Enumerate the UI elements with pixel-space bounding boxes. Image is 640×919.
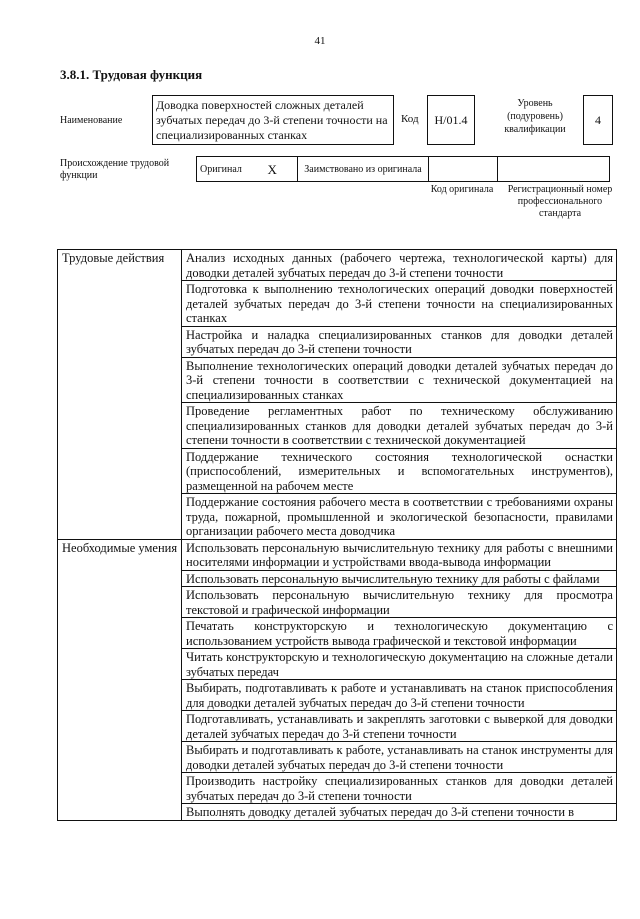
level-label: Уровень (подуровень) квалификации: [504, 98, 566, 135]
function-name-box: [152, 95, 394, 145]
table-cell: Подготовка к выполнению технологических операций доводки поверхностей деталей зубчатых передач до 3-й степени точности на специализированных станках: [182, 281, 617, 327]
code-label: Код: [401, 113, 419, 125]
table-cell: Проведение регламентных работ по техническому обслуживанию специализированных станков для доводки деталей зубчатых передач до 3-й степени точности в соответствии с технической документацией: [182, 403, 617, 449]
table-cell: Использовать персональную вычислительную технику для работы с файлами: [182, 570, 617, 587]
code-box: [427, 95, 475, 145]
table-cell: Подготавливать, устанавливать и закреплять заготовки с выверкой для доводки деталей зубчатых передач до 3-й степени точности: [182, 711, 617, 742]
origin-table: [196, 156, 610, 182]
origin-mark: X: [267, 161, 277, 177]
table-cell: Печатать конструкторскую и технологическую документацию с использованием устройств вывода графической и текстовой информации: [182, 618, 617, 649]
origin-borrowed-label: Заимствовано из оригинала: [304, 163, 422, 175]
origin-reg-caption: Регистрационный номер профессионального стандарта: [507, 184, 613, 219]
origin-label: Происхождение трудовой функции: [60, 158, 170, 181]
table-cell: Выполнение технологических операций доводки деталей зубчатых передач до 3-й степени точности в соответствии с технической документацией на специализированных станках: [182, 357, 617, 403]
origin-code-caption: Код оригинала: [430, 184, 494, 195]
name-label: Наименование: [60, 115, 123, 126]
group-title: Необходимые умения: [58, 539, 182, 820]
table-row: [58, 250, 617, 281]
origin-code-cell: [429, 157, 498, 182]
level-value: 4: [595, 112, 601, 127]
origin-original-cell: [197, 157, 265, 182]
table-cell: Поддержание состояния рабочего места в соответствии с требованиями охраны труда, пожарной, промышленной и экологической безопасности, правилами организации рабочего места доводчика: [182, 494, 617, 540]
table-cell: Поддержание технического состояния технологической оснастки (приспособлений, измерительных и вспомогательных инструментов), размещенной на рабочем месте: [182, 448, 617, 494]
table-cell: Использовать персональную вычислительную технику для работы с внешними носителями информации и устройствами ввода-вывода информации: [182, 539, 617, 570]
table-cell: Использовать персональную вычислительную технику для просмотра текстовой и графической информации: [182, 587, 617, 618]
code-value: H/01.4: [434, 112, 468, 127]
table-row: [58, 539, 617, 570]
section-title: 3.8.1. Трудовая функция: [60, 67, 203, 82]
table-cell: Выбирать, подготавливать к работе и устанавливать на станок приспособления для доводки деталей зубчатых передач до 3-й степени точности: [182, 680, 617, 711]
table-cell: Настройка и наладка специализированных станков для доводки деталей зубчатых передач до 3-й степени точности: [182, 326, 617, 357]
function-name: Доводка поверхностей сложных деталей зубчатых передач до 3-й степени точности на специализированных станках: [156, 98, 388, 142]
table-cell: Читать конструкторскую и технологическую документацию на сложные детали зубчатых передач: [182, 649, 617, 680]
group-title: Трудовые действия: [58, 250, 182, 540]
origin-original-label: Оригинал: [200, 163, 242, 175]
origin-mark-cell: [265, 157, 298, 182]
table-cell: Производить настройку специализированных станков для доводки деталей зубчатых передач до 3-й степени точности: [182, 773, 617, 804]
table-cell: Выбирать и подготавливать к работе, устанавливать на станок инструменты для доводки деталей зубчатых передач до 3-й степени точности: [182, 742, 617, 773]
function-details-table: [57, 249, 617, 821]
page-number: 41: [314, 35, 326, 47]
level-box: [583, 95, 613, 145]
table-cell: Анализ исходных данных (рабочего чертежа, технологической карты) для доводки деталей зубчатых передач до 3-й степени точности: [182, 250, 617, 281]
origin-borrowed-cell: [298, 157, 429, 182]
origin-reg-cell: [498, 157, 610, 182]
table-cell: Выполнять доводку деталей зубчатых передач до 3-й степени точности в: [182, 804, 617, 821]
